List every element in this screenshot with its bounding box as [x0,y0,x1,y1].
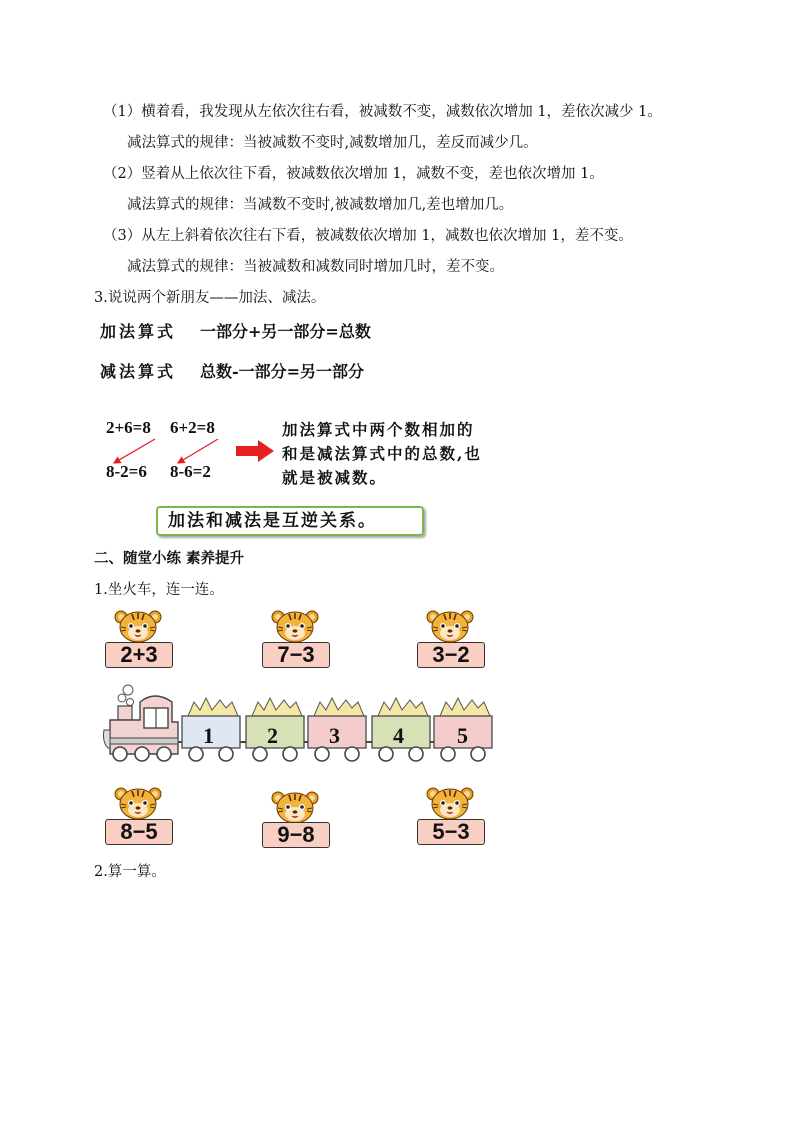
train-car-number-5[interactable]: 5 [457,723,468,748]
text-line-5: （3）从左上斜着依次往右下看，被减数依次增加 1，减数也依次增加 1，差不变。 [103,228,633,244]
text-line-3: （2）竖着从上依次往下看，被减数依次增加 1，减数不变，差也依次增加 1。 [103,166,604,182]
tiger-icon [425,786,475,820]
note-line-1: 加法算式中两个数相加的 [282,420,475,439]
top-card-2[interactable]: 7−3 [262,642,330,668]
note-line-3: 就是被减数。 [282,468,388,487]
section-heading: 二、随堂小练 素养提升 [94,550,245,567]
text-line-2: 减法算式的规律：当被减数不变时,减数增加几，差反而减少几。 [127,135,538,151]
add-formula-rule: 一部分+另一部分=总数 [200,322,371,341]
equation-2-plus-6: 2+6=8 [106,418,151,437]
train-car-number-4[interactable]: 4 [393,723,404,748]
conclusion-box: 加法和减法是互逆关系。 [156,506,424,536]
top-card-3[interactable]: 3−2 [417,642,485,668]
text-line-6: 减法算式的规律：当被减数和减数同时增加几时，差不变。 [127,259,504,275]
tiger-icon [270,609,320,643]
train-car-number-2[interactable]: 2 [267,723,278,748]
bottom-card-2[interactable]: 9−8 [262,822,330,848]
bottom-card-3[interactable]: 5−3 [417,819,485,845]
train-car-number-1[interactable]: 1 [203,723,214,748]
equation-8-minus-2: 8-2=6 [106,462,147,481]
train-car-number-3[interactable]: 3 [329,723,340,748]
question-1: 1.坐火车，连一连。 [94,582,224,598]
note-line-2: 和是减法算式中的总数,也 [282,444,482,463]
tiger-icon [113,786,163,820]
tiger-icon [270,790,320,824]
equation-8-minus-6: 8-6=2 [170,462,211,481]
bottom-card-1[interactable]: 8−5 [105,819,173,845]
red-arrow-icon [236,440,274,462]
text-line-1: （1）横着看，我发现从左依次往右看，被减数不变，减数依次增加 1，差依次减少 1。 [103,104,662,120]
text-line-7: 3.说说两个新朋友——加法、减法。 [94,290,326,306]
train-illustration [100,682,500,766]
equation-6-plus-2: 6+2=8 [170,418,215,437]
connector-arrows [100,430,240,470]
text-line-4: 减法算式的规律：当减数不变时,被减数增加几,差也增加几。 [127,197,514,213]
sub-formula-label: 减法算式 [100,362,177,381]
sub-formula-rule: 总数-一部分=另一部分 [200,362,365,381]
top-card-1[interactable]: 2+3 [105,642,173,668]
add-formula-label: 加法算式 [100,322,177,341]
tiger-icon [425,609,475,643]
tiger-icon [113,609,163,643]
question-2: 2.算一算。 [94,864,166,880]
